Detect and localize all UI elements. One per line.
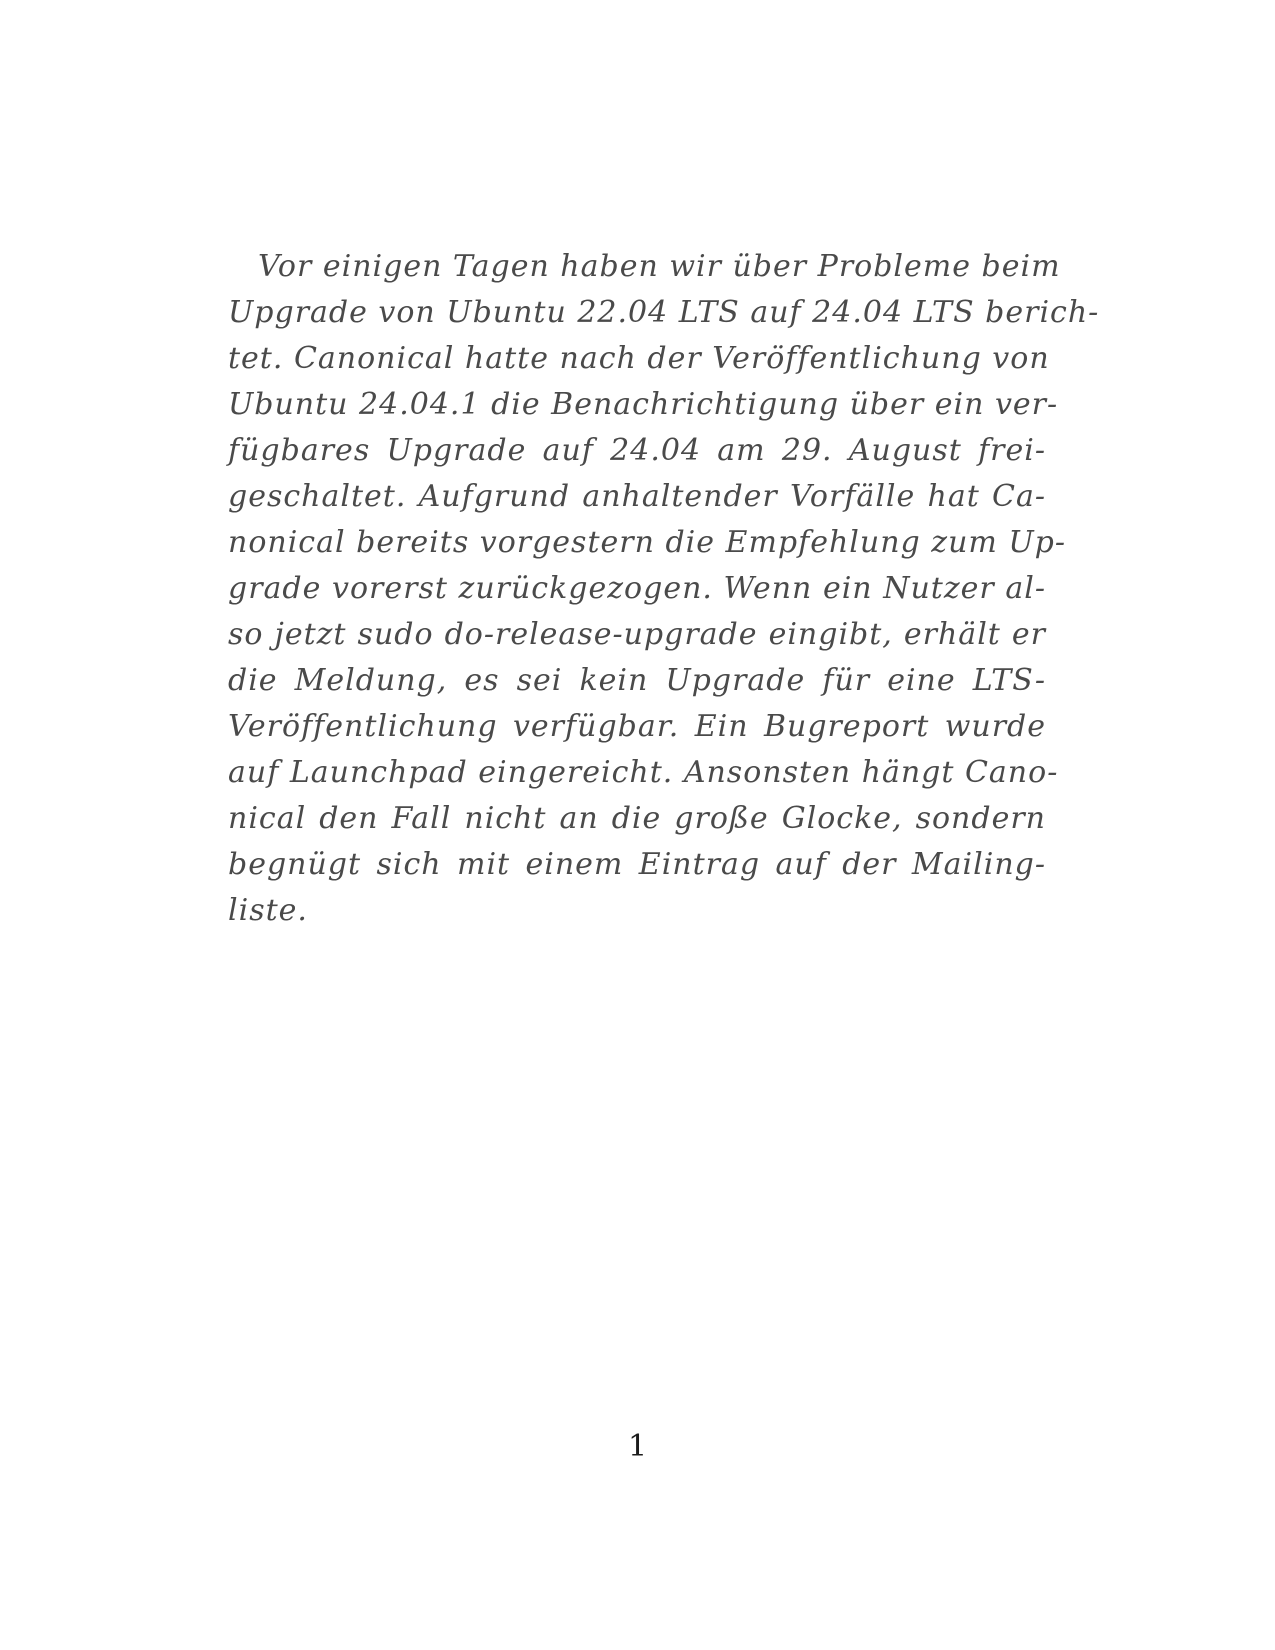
text-line: Ubuntu 24.04.1 die Benachrichtigung über ein ver-	[228, 387, 1059, 422]
text-line: geschaltet. Aufgrund anhaltender Vorfälle hat Ca-	[228, 479, 1046, 514]
text-line: die Meldung, es sei kein Upgrade für eine LTS-	[228, 663, 1046, 698]
text-line: Upgrade von Ubuntu 22.04 LTS auf 24.04 LTS berich-	[228, 295, 1100, 330]
text-line: tet. Canonical hatte nach der Veröffentlichung von	[228, 341, 1050, 376]
text-line: auf Launchpad eingereicht. Ansonsten hängt Cano-	[228, 755, 1059, 790]
paragraph	[228, 244, 1100, 934]
text-line: Vor einigen Tagen haben wir über Probleme beim	[258, 249, 1061, 284]
text-line: nonical bereits vorgestern die Empfehlung zum Up-	[228, 525, 1066, 560]
page-number: 1	[627, 1429, 648, 1464]
text-line: so jetzt sudo do-release-upgrade eingibt, erhält er	[228, 617, 1046, 652]
text-line: Veröffentlichung verfügbar. Ein Bugreport wurde	[228, 709, 1046, 744]
text-line: nical den Fall nicht an die große Glocke, sondern	[228, 801, 1046, 836]
text-line: liste.	[228, 893, 308, 928]
text-line: fügbares Upgrade auf 24.04 am 29. August frei-	[228, 433, 1046, 468]
text-line: grade vorerst zurückgezogen. Wenn ein Nutzer al-	[228, 571, 1046, 606]
text-line: begnügt sich mit einem Eintrag auf der Mailing-	[228, 847, 1046, 882]
